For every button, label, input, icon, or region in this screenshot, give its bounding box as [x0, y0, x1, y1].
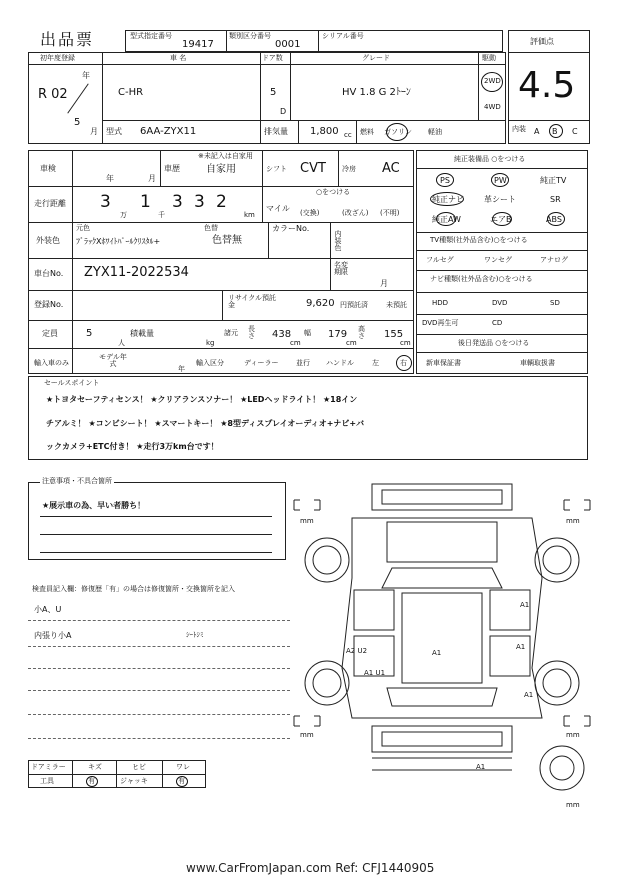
- steering-label: ハンドル: [326, 359, 354, 367]
- jack-yes: 有: [178, 777, 185, 785]
- aw-circle: [436, 212, 456, 226]
- pw-circle: [491, 173, 509, 187]
- repaint-label: 色替: [204, 224, 218, 232]
- tv-oneseg: ワンセグ: [484, 256, 512, 264]
- exterior-color: ﾌﾞﾗｯｸXﾎﾜｲﾄﾊﾟｰﾙｸﾘｽﾀﾙ+: [76, 237, 161, 246]
- mileage-digit-3: 3: [172, 192, 183, 212]
- mark-r-quarter: A1: [524, 691, 534, 699]
- interior-a: A: [534, 127, 540, 136]
- ps-circle: [436, 173, 454, 187]
- shift-value: CVT: [300, 161, 326, 176]
- wheel-rear-right: [535, 661, 579, 705]
- sales-line-2: チアルミ！ ★コンビシート！ ★スマートキー！ ★8型ディスプレイオーディオ+ナビ+バ: [46, 419, 365, 428]
- interior-c: C: [572, 127, 578, 136]
- mm-rr: mm: [566, 731, 580, 739]
- right-rear-door: [490, 636, 530, 676]
- shaken-month: 月: [148, 174, 156, 183]
- equip-navi: 純正ナビ: [432, 195, 464, 204]
- dealer-option: ディーラー: [244, 359, 279, 367]
- warranty-doc: 新車保証書: [426, 359, 461, 367]
- mileage-digit-5: 2: [216, 192, 227, 212]
- meihen-month: 月: [380, 279, 388, 288]
- serial-label: シリアル番号: [322, 32, 364, 40]
- nav-hdd: HDD: [432, 299, 449, 307]
- manual-doc: 車輌取扱書: [520, 359, 555, 367]
- navi-circle: [430, 192, 464, 206]
- history-value: 自家用: [206, 164, 236, 175]
- sales-label: セールスポイント: [44, 379, 100, 387]
- wheel-front-left: [305, 538, 349, 582]
- reg-month: 5: [74, 117, 81, 128]
- tv-title: TV種類(社外品含む)○をつける: [430, 236, 528, 244]
- unknown-option: (不明): [380, 209, 400, 217]
- disp-label: 排気量: [264, 127, 288, 136]
- nav-dvd-play: DVD再生可: [422, 319, 459, 327]
- mark-r-front-door: A1: [520, 601, 530, 609]
- cm-unit-2: cm: [346, 339, 357, 347]
- reg-no-label: 登録No.: [34, 300, 64, 309]
- equip-pw: PW: [494, 176, 507, 185]
- name-change-label: 名変期限: [334, 261, 348, 276]
- import-type-label: 輸入区分: [196, 359, 224, 367]
- cm-unit-1: cm: [290, 339, 301, 347]
- color-label: 外装色: [36, 236, 60, 245]
- equip-sr: SR: [550, 195, 561, 204]
- drive-2wd: 2WD: [484, 77, 501, 85]
- shaken-year: 年: [106, 174, 114, 183]
- right-hand: 右: [400, 359, 407, 367]
- equip-tv: 純正TV: [540, 176, 567, 185]
- fuel-label: 燃料: [360, 128, 374, 136]
- class-label: 類別区分番号: [229, 32, 271, 40]
- mark-left-door: A2 U2: [346, 647, 368, 655]
- capacity: 5: [86, 328, 93, 339]
- equip-title: 純正装備品 ○をつける: [454, 155, 526, 163]
- sen-unit: 千: [158, 211, 165, 219]
- footer-ref: www.CarFromJapan.com Ref: CFJ1440905: [186, 861, 435, 875]
- km-unit: km: [244, 211, 255, 219]
- drive-label: 駆動: [482, 54, 496, 62]
- mile-option: マイル: [266, 204, 290, 213]
- wheel-rear-left: [305, 661, 349, 705]
- interior-b: B: [552, 127, 558, 136]
- airbag-circle: [492, 212, 512, 226]
- width-label: 幅: [304, 329, 311, 337]
- tv-fullseg: フルセグ: [426, 256, 454, 264]
- score-value: 4.5: [518, 65, 576, 106]
- tv-analog: アナログ: [540, 256, 568, 264]
- car-damage-diagram: [292, 478, 592, 808]
- scratch-header: キズ: [88, 763, 102, 771]
- month-unit: 月: [90, 127, 98, 136]
- windshield: [382, 568, 502, 588]
- model-year-label: モデル年式: [99, 353, 127, 368]
- recycle-label: リサイクル預託金: [228, 294, 277, 309]
- eval-label: 評価点: [530, 37, 554, 46]
- history-label: 車歴: [164, 164, 180, 173]
- mark-rear-bumper: A1: [476, 763, 486, 771]
- spare-wheel: [540, 746, 584, 790]
- displacement: 1,800: [310, 126, 339, 137]
- chassis-number: ZYX11-2022534: [84, 265, 189, 280]
- year-unit: 年: [82, 71, 90, 80]
- man-unit: 万: [120, 211, 127, 219]
- abs-circle: [547, 212, 565, 226]
- repaint-value: 色替無: [212, 235, 242, 246]
- sales-line-1: ★トヨタセーフティセンス！ ★クリアランスソナー！ ★LEDヘッドライト！ ★18イン: [46, 395, 358, 404]
- interior-label: 内装: [512, 125, 526, 133]
- reg-era: R 02: [38, 87, 68, 102]
- tampered-option: (改ざん): [342, 209, 369, 217]
- mileage-label: 走行距離: [34, 199, 66, 208]
- recycle-fee: 9,620: [306, 298, 335, 309]
- nav-title: ナビ種類(社外品含む)○をつける: [430, 275, 533, 283]
- later-shipping: 後日発送品 ○をつける: [458, 339, 530, 347]
- type-label: 型式指定番号: [130, 32, 172, 40]
- ac-label: 冷房: [342, 165, 356, 173]
- mileage-digit-2: 1: [140, 192, 151, 212]
- mm-rl: mm: [300, 731, 314, 739]
- sheet-title: 出品票: [40, 30, 95, 49]
- mark-roof: A1: [432, 649, 442, 657]
- exchanged-option: (交換): [300, 209, 320, 217]
- import-label: 輸入車のみ: [34, 359, 69, 367]
- roof: [402, 593, 482, 683]
- type-number: 19417: [182, 39, 214, 50]
- break-header: ワレ: [176, 763, 190, 771]
- length-label: 長さ: [248, 325, 255, 340]
- left-front-door: [354, 590, 394, 630]
- mm-fl: mm: [300, 517, 314, 525]
- equip-aw: 純正AW: [432, 215, 461, 224]
- equip-airbag: エアB: [490, 215, 512, 224]
- interior-color-label: 内装色: [334, 230, 342, 251]
- color-no-label: カラーNo.: [272, 224, 310, 233]
- kg-unit: kg: [206, 339, 215, 347]
- spec-label: 諸元: [224, 329, 238, 337]
- recycle-unit: 円預託済: [340, 301, 368, 309]
- width: 179: [328, 329, 348, 340]
- load-label: 積載量: [130, 329, 154, 338]
- nav-sd: SD: [550, 299, 560, 307]
- door-type: D: [280, 107, 287, 116]
- fuel-gasoline: ガソリン: [384, 128, 412, 136]
- notes-line-1: ★展示車の為、早い者勝ち！: [42, 501, 146, 510]
- tools-label: 工具: [40, 777, 54, 785]
- cc-unit: cc: [344, 131, 352, 139]
- wheel-front-right: [535, 538, 579, 582]
- equip-ps: PS: [440, 176, 450, 185]
- tools-yes: 有: [88, 777, 95, 785]
- model-year-unit: 年: [178, 365, 185, 373]
- mm-spare: mm: [566, 801, 580, 809]
- fuel-diesel: 軽油: [428, 128, 442, 136]
- first-reg-label: 初年度登録: [40, 54, 75, 62]
- sales-line-3: ックカメラ+ETC付き！ ★走行3万km台です！: [46, 442, 219, 451]
- mark-left-rear: A1 U1: [364, 669, 386, 677]
- front-bumper: [372, 484, 512, 510]
- inspect-extra: ｼｰﾄｼﾐ: [186, 631, 204, 639]
- class-number: 0001: [275, 39, 301, 50]
- notes-label: 注意事項・不具合箇所: [42, 477, 112, 485]
- ac-value: AC: [382, 161, 400, 176]
- jack-label: ジャッキ: [120, 777, 148, 785]
- mark-r-rear-door: A1: [516, 643, 526, 651]
- shaken-label: 車検: [40, 164, 56, 173]
- inspect-line-2: 内張り小A: [34, 631, 72, 640]
- door-label: ドア数: [262, 54, 283, 62]
- history-note: ※未記入は自家用: [198, 152, 253, 160]
- mirror-header: ドアミラー: [31, 763, 66, 771]
- nav-cd: CD: [492, 319, 503, 327]
- hood: [387, 522, 497, 562]
- inspect-label: 検査員記入欄：修復歴「有」の場合は修復箇所・交換箇所を記入: [32, 585, 235, 593]
- chassis-label: 車台No.: [34, 269, 64, 278]
- capacity-label: 定員: [42, 329, 58, 338]
- mm-fr: mm: [566, 517, 580, 525]
- mileage-circle-note: ○をつける: [316, 188, 351, 196]
- cm-unit-3: cm: [400, 339, 411, 347]
- rear-glass: [387, 688, 497, 706]
- shift-label: シフト: [266, 165, 287, 173]
- bracket-fl: [294, 500, 300, 510]
- mileage-digit-4: 3: [194, 192, 205, 212]
- parallel-option: 並行: [296, 359, 310, 367]
- car-name-label: 車 名: [170, 54, 187, 62]
- drive-4wd: 4WD: [484, 103, 501, 111]
- car-name: C-HR: [118, 87, 144, 98]
- equip-abs: ABS: [546, 215, 562, 224]
- rear-bumper: [372, 726, 512, 752]
- right-front-door: [490, 590, 530, 630]
- not-deposited: 未預託: [386, 301, 407, 309]
- grade: HV 1.8 G 2ﾄｰﾝ: [342, 87, 411, 98]
- equip-leather: 革シート: [484, 195, 516, 204]
- length: 438: [272, 329, 292, 340]
- nav-dvd: DVD: [492, 299, 508, 307]
- crack-header: ヒビ: [132, 763, 146, 771]
- grade-label: グレード: [362, 54, 390, 62]
- orig-color-label: 元色: [76, 224, 90, 232]
- height: 155: [384, 329, 404, 340]
- model-code: 6AA-ZYX11: [140, 126, 197, 137]
- mileage-digit-1: 3: [100, 192, 111, 212]
- door-count: 5: [270, 87, 277, 98]
- left-hand: 左: [372, 359, 379, 367]
- model-label: 型式: [106, 127, 122, 136]
- person-unit: 人: [118, 339, 125, 347]
- height-label: 高さ: [358, 325, 365, 340]
- inspect-line-1: 小A、U: [34, 605, 62, 614]
- notes-box: [28, 482, 286, 560]
